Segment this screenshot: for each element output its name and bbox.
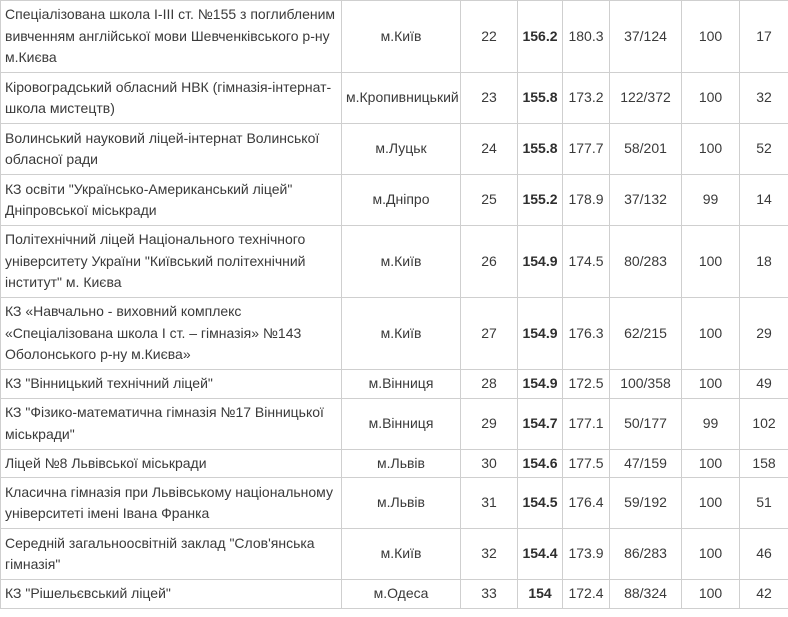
table-row: [1, 73, 788, 124]
score-cell: 154.7: [518, 398, 563, 449]
school-name-cell: Волинський науковий ліцей-інтернат Волинської обласної ради: [1, 124, 342, 175]
percent-cell: 99: [682, 175, 740, 226]
ratio-cell: 80/283: [610, 226, 682, 298]
ratio-cell: 62/215: [610, 298, 682, 370]
extra-cell: 102: [740, 398, 788, 449]
extra-cell: 52: [740, 124, 788, 175]
rank-cell: 22: [461, 1, 518, 73]
extra-cell: 42: [740, 580, 788, 609]
ratio-cell: 122/372: [610, 73, 682, 124]
percent-cell: 100: [682, 580, 740, 609]
city-cell: м.Вінниця: [342, 370, 461, 399]
table-row: [1, 175, 788, 226]
percent-cell: 100: [682, 226, 740, 298]
score-cell: 154.4: [518, 529, 563, 580]
score-cell: 154.6: [518, 449, 563, 478]
score-cell: 155.2: [518, 175, 563, 226]
ratio-cell: 88/324: [610, 580, 682, 609]
average-cell: 173.2: [563, 73, 610, 124]
percent-cell: 100: [682, 73, 740, 124]
percent-cell: 99: [682, 398, 740, 449]
average-cell: 176.3: [563, 298, 610, 370]
table-row: [1, 226, 788, 298]
city-cell: м.Київ: [342, 226, 461, 298]
ratio-cell: 58/201: [610, 124, 682, 175]
rank-cell: 26: [461, 226, 518, 298]
table-row: [1, 478, 788, 529]
extra-cell: 14: [740, 175, 788, 226]
extra-cell: 46: [740, 529, 788, 580]
rank-cell: 31: [461, 478, 518, 529]
average-cell: 172.5: [563, 370, 610, 399]
rank-cell: 30: [461, 449, 518, 478]
percent-cell: 100: [682, 370, 740, 399]
city-cell: м.Київ: [342, 1, 461, 73]
ratio-cell: 86/283: [610, 529, 682, 580]
average-cell: 177.1: [563, 398, 610, 449]
average-cell: 178.9: [563, 175, 610, 226]
score-cell: 154.5: [518, 478, 563, 529]
ratio-cell: 59/192: [610, 478, 682, 529]
extra-cell: 17: [740, 1, 788, 73]
ratio-cell: 37/124: [610, 1, 682, 73]
score-cell: 156.2: [518, 1, 563, 73]
table-body: [1, 1, 788, 609]
ratio-cell: 50/177: [610, 398, 682, 449]
table-row: [1, 370, 788, 399]
school-name-cell: Спеціалізована школа І-ІІІ ст. №155 з поглибленим вивченням англійської мови Шевченківського р-ну м.Києва: [1, 1, 342, 73]
city-cell: м.Луцьк: [342, 124, 461, 175]
average-cell: 173.9: [563, 529, 610, 580]
percent-cell: 100: [682, 478, 740, 529]
city-cell: м.Львів: [342, 449, 461, 478]
table-row: [1, 529, 788, 580]
extra-cell: 18: [740, 226, 788, 298]
rank-cell: 24: [461, 124, 518, 175]
percent-cell: 100: [682, 449, 740, 478]
city-cell: м.Одеса: [342, 580, 461, 609]
table-row: [1, 1, 788, 73]
rank-cell: 32: [461, 529, 518, 580]
table-row: [1, 449, 788, 478]
school-name-cell: КЗ "Фізико-математична гімназія №17 Вінницької міськради": [1, 398, 342, 449]
score-cell: 154.9: [518, 298, 563, 370]
school-name-cell: Середній загальноосвітній заклад "Слов'янська гімназія": [1, 529, 342, 580]
extra-cell: 49: [740, 370, 788, 399]
extra-cell: 29: [740, 298, 788, 370]
rank-cell: 23: [461, 73, 518, 124]
school-name-cell: Ліцей №8 Львівської міськради: [1, 449, 342, 478]
school-name-cell: КЗ "Вінницький технічний ліцей": [1, 370, 342, 399]
table-row: [1, 580, 788, 609]
percent-cell: 100: [682, 1, 740, 73]
average-cell: 174.5: [563, 226, 610, 298]
rank-cell: 28: [461, 370, 518, 399]
rank-cell: 27: [461, 298, 518, 370]
city-cell: м.Кропивницький: [342, 73, 461, 124]
school-name-cell: КЗ "Рішельєвський ліцей": [1, 580, 342, 609]
school-name-cell: КЗ «Навчально - виховний комплекс «Спеціалізована школа І ст. – гімназія» №143 Оболонського р-ну м.Києва»: [1, 298, 342, 370]
table-row: [1, 398, 788, 449]
rank-cell: 29: [461, 398, 518, 449]
city-cell: м.Київ: [342, 298, 461, 370]
city-cell: м.Львів: [342, 478, 461, 529]
percent-cell: 100: [682, 529, 740, 580]
ratio-cell: 47/159: [610, 449, 682, 478]
extra-cell: 32: [740, 73, 788, 124]
school-name-cell: Кіровоградський обласний НВК (гімназія-інтернат-школа мистецтв): [1, 73, 342, 124]
score-cell: 154.9: [518, 226, 563, 298]
rank-cell: 33: [461, 580, 518, 609]
average-cell: 176.4: [563, 478, 610, 529]
score-cell: 154: [518, 580, 563, 609]
score-cell: 155.8: [518, 124, 563, 175]
average-cell: 180.3: [563, 1, 610, 73]
school-name-cell: Політехнічний ліцей Національного технічного університету України "Київський політехнічний інститут" м. Києва: [1, 226, 342, 298]
table-row: [1, 124, 788, 175]
school-name-cell: КЗ освіти "Українсько-Американський ліцей" Дніпровської міськради: [1, 175, 342, 226]
city-cell: м.Київ: [342, 529, 461, 580]
percent-cell: 100: [682, 124, 740, 175]
percent-cell: 100: [682, 298, 740, 370]
table-row: [1, 298, 788, 370]
score-cell: 155.8: [518, 73, 563, 124]
city-cell: м.Дніпро: [342, 175, 461, 226]
average-cell: 172.4: [563, 580, 610, 609]
ratio-cell: 100/358: [610, 370, 682, 399]
rank-cell: 25: [461, 175, 518, 226]
school-name-cell: Класична гімназія при Львівському національному університеті імені Івана Франка: [1, 478, 342, 529]
extra-cell: 51: [740, 478, 788, 529]
average-cell: 177.7: [563, 124, 610, 175]
score-cell: 154.9: [518, 370, 563, 399]
extra-cell: 158: [740, 449, 788, 478]
average-cell: 177.5: [563, 449, 610, 478]
city-cell: м.Вінниця: [342, 398, 461, 449]
ratio-cell: 37/132: [610, 175, 682, 226]
